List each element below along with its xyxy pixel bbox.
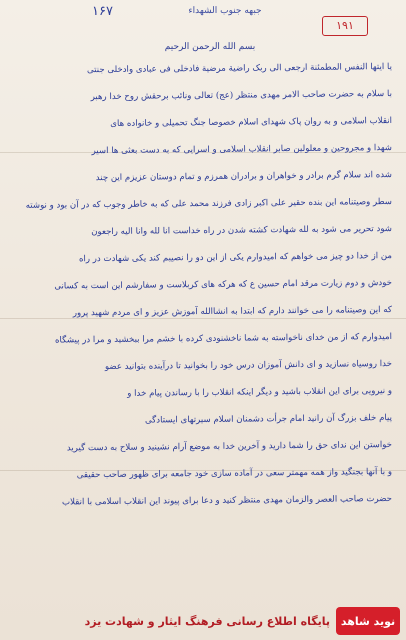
text-line: من از خدا دو چیز می خواهم که امیدوارم یکی از این دو را نصیبم کند یکی شهادت در راه — [78, 251, 393, 265]
navid-shahed-logo: نوید شاهد — [336, 607, 400, 635]
stamp-number-box: ۱۹۱ — [322, 16, 368, 36]
text-line: خدا روسیاه نسازید و ای دانش آموزان درس خود را بخوانید تا درآینده بتوانید عضو — [104, 359, 393, 373]
text-line: یا ایتها النفس المطمئنة ارجعی الی ربک راضیة مرضیة فادخلی فی عبادی وادخلی جنتی — [86, 62, 393, 76]
text-line: سطر وصیتنامه این بنده حقیر علی اکبر زادی فرزند محمد علی که به خاطر وجوب که در آن بود و نوشته — [25, 197, 393, 211]
text-line: انقلاب اسلامی و به روان پاک شهدای اسلام خصوصا جنگ تحمیلی و خانواده های — [110, 116, 393, 129]
text-line: که این وصیتنامه را می خوانند دارم که ابتدا به انشاالله آموزش عزیز و ای مردم شهید پرور — [72, 305, 393, 319]
page-number: ۱۶۷ — [92, 4, 113, 19]
handwritten-text-body — [14, 56, 392, 515]
text-line: و نیرویی برای این انقلاب باشید و دیگر اینکه انقلاب را با رساندن پیام خدا و — [127, 386, 393, 399]
watermark-banner — [6, 604, 400, 638]
text-line: حضرت صاحب العصر والزمان مهدی منتظر کنید و دعا برای پیوند این انقلاب اسلامی با انقلاب — [61, 494, 393, 508]
watermark-caption: پایگاه اطلاع رسانی فرهنگ ایثار و شهادت یزد — [84, 614, 330, 628]
text-line: شود تحریر می شود به لله شهادت کشته شدن در راه خداست انا لله وانا الیه راجعون — [91, 224, 393, 238]
text-line: شده اند سلام گرم برادر و خواهران و برادران همرزم و تمام دوستان عزیزم این چند — [95, 170, 393, 184]
text-line: با سلام به حضرت صاحب الامر مهدی منتظر (عج) تعالی ونائب برحقش روح خدا رهبر — [90, 89, 393, 103]
text-line: خودش و دوم زیارت مرقد امام حسین ع که هرکه های کربلاست و سفارشم این است به کسانی — [54, 278, 393, 292]
text-line: شهدا و مجروحین و معلولین صابر انقلاب اسلامی و اسرایی که به دست بعثی ها اسیر — [91, 143, 393, 157]
text-line: خواستن این ندای حق را شما دارید و آخرین خدا به موضع آرام نشینید و سلاح به دست گیرید — [66, 440, 393, 454]
text-line: و با آنها بجنگید واز همه مهمتر سعی در آماده سازی خود جامعه برای ظهور صاحب حقیقی — [76, 467, 393, 481]
text-line: پیام خلف بزرگ آن رانید امام جرأت دشمنان اسلام سیرتهای ایستادگی — [144, 413, 393, 426]
text-line: امیدوارم که از من خدای ناخواسته به شما ناخشنودی کرده با خشم مرا ببخشید و مرا در پیشگاه — [54, 332, 393, 346]
top-note: جبهه جنوب الشهداء — [188, 6, 262, 16]
basmala-heading: بسم الله الرحمن الرحیم — [164, 42, 256, 52]
